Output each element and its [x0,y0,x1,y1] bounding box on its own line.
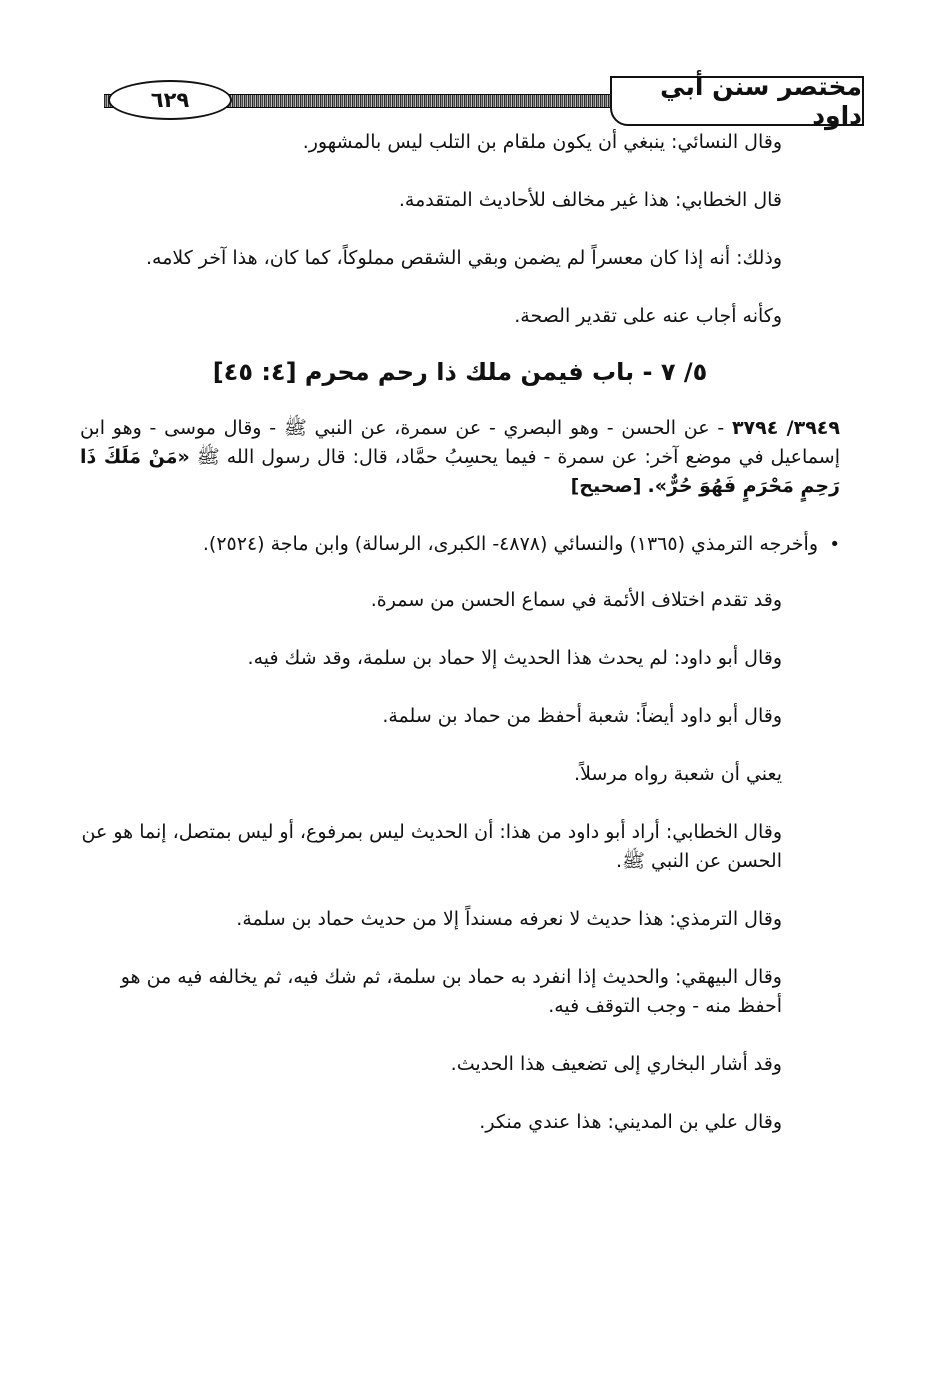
paragraph: وقال علي بن المديني: هذا عندي منكر. [479,1111,782,1133]
hadith-text [80,414,840,501]
paragraph: وقال البيهقي: والحديث إذا انفرد به حماد بن سلمة، ثم شك فيه، ثم يخالفه فيه من هو أحفظ منه - وجب التوقف فيه. [120,966,782,1017]
paragraph: وذلك: أنه إذا كان معسراً لم يضمن وبقي الشقص مملوكاً، كما كان، هذا آخر كلامه. [145,247,782,269]
chapter-heading: ٥/ ٧ - باب فيمن ملك ذا رحم محرم [٤: ٤٥] [212,358,708,386]
book-title: مختصر سنن أبي داود [610,76,864,126]
hadith-number: ٣٩٤٩/ ٣٧٩٤ [731,417,840,439]
page-number: ٦٢٩ [108,80,232,120]
paragraph: وقال النسائي: ينبغي أن يكون ملقام بن التلب ليس بالمشهور. [302,131,782,153]
hadith-matn: «مَنْ مَلَكَ ذَا رَحِمٍ مَحْرَمٍ فَهُوَ حُرٌّ». [80,446,840,497]
hadith-isnad: - عن الحسن - وهو البصري - عن سمرة، عن النبي ﷺ - وقال موسى - وهو ابن إسماعيل في موضع آخر: عن سمرة - فيما يحسِبُ حمَّاد، قال: قال رسول الله ﷺ [80,417,840,468]
paragraph: وقال أبو داود: لم يحدث هذا الحديث إلا حماد بن سلمة، وقد شك فيه. [247,647,782,669]
paragraph: وقال الترمذي: هذا حديث لا نعرفه مسنداً إلا من حديث حماد بن سلمة. [236,908,782,930]
paragraph: وقد تقدم اختلاف الأئمة في سماع الحسن من سمرة. [370,589,782,611]
paragraph: قال الخطابي: هذا غير مخالف للأحاديث المتقدمة. [398,189,782,211]
page-body [80,128,840,1166]
takhrij-note: • وأخرجه الترمذي (١٣٦٥) والنسائي (٤٨٧٨- الكبرى، الرسالة) وابن ماجة (٢٥٢٤). [80,530,840,559]
hadith-grade: [صحيح] [570,475,642,497]
takhrij-list [80,530,840,559]
paragraph: وقد أشار البخاري إلى تضعيف هذا الحديث. [450,1053,782,1075]
running-header [84,72,864,130]
paragraph: وقال أبو داود أيضاً: شعبة أحفظ من حماد بن سلمة. [382,705,782,727]
paragraph: يعني أن شعبة رواه مرسلاً. [574,763,782,785]
paragraph: وكأنه أجاب عنه على تقدير الصحة. [514,305,782,327]
paragraph: وقال الخطابي: أراد أبو داود من هذا: أن الحديث ليس بمرفوع، أو ليس بمتصل، إنما هو عن الحسن عن النبي ﷺ. [81,821,782,872]
